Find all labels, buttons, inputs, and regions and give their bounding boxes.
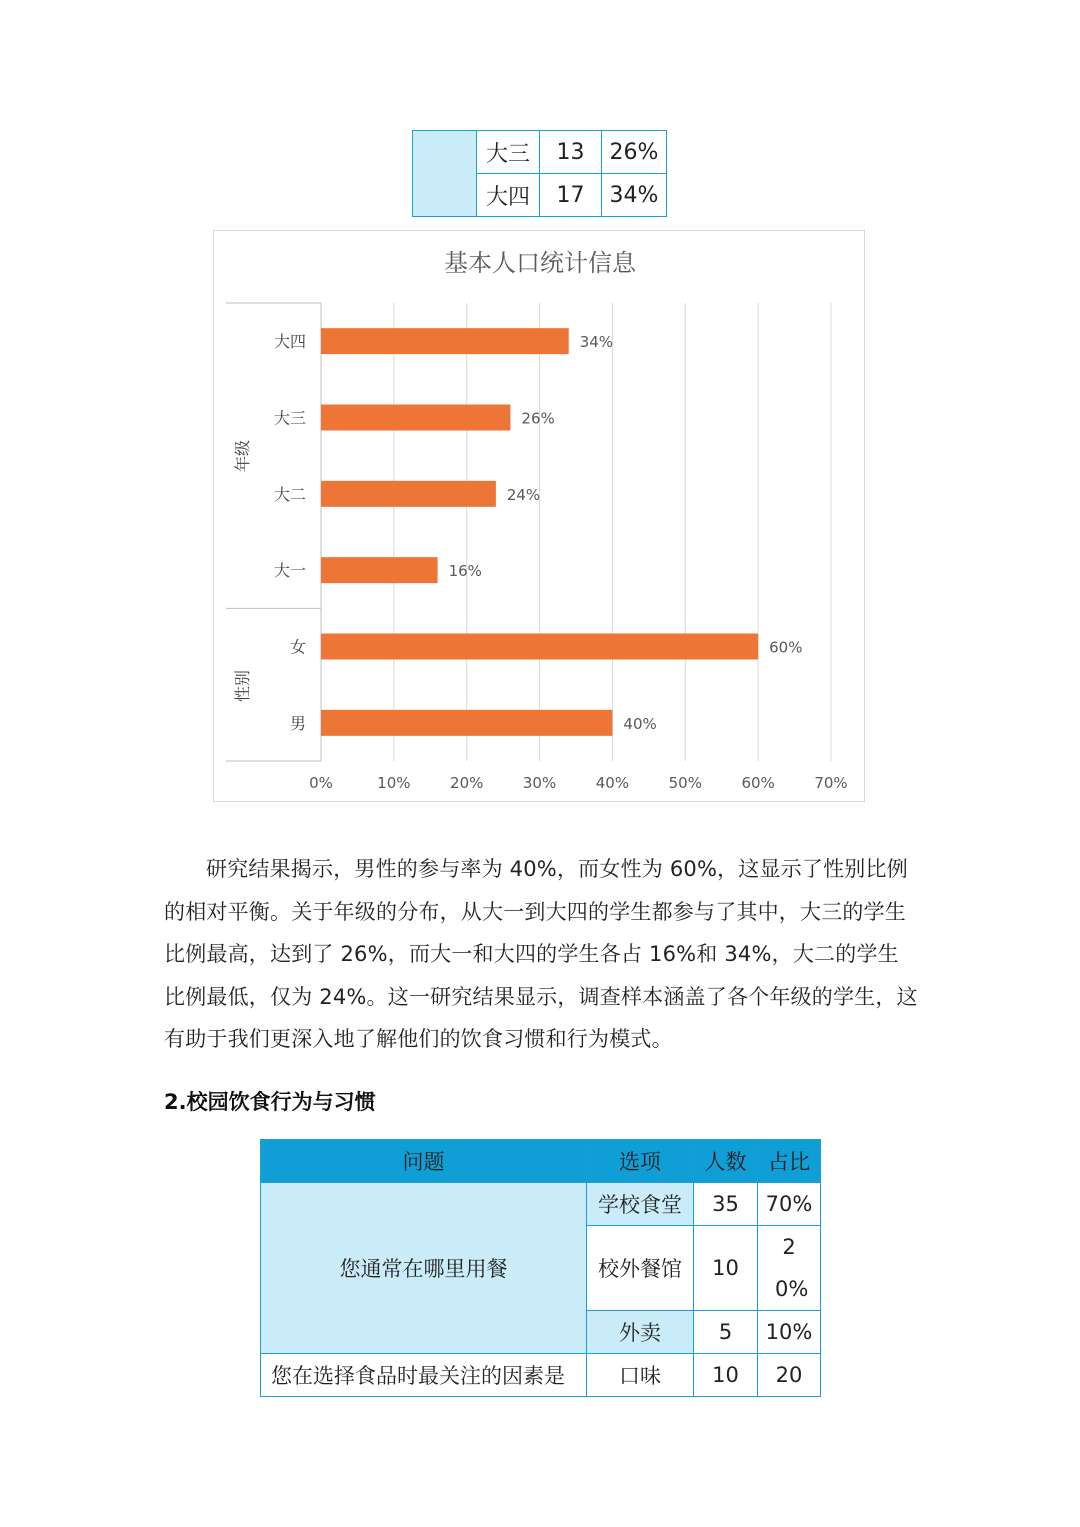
data-label: 16% [448,562,482,581]
count-cell: 5 [694,1311,758,1354]
grade-cell: 大三 [477,131,540,174]
pct-cell: 34% [602,174,667,217]
bar [321,405,510,431]
bar [321,634,758,660]
category-label: 女 [289,637,306,657]
category-label: 大四 [273,332,306,352]
x-tick-label: 30% [522,774,557,792]
bar [321,710,612,736]
x-tick-label: 0% [309,774,333,792]
x-tick-label: 10% [377,774,411,792]
category-label: 大三 [273,408,306,428]
x-tick-label: 60% [741,774,775,792]
x-tick-label: 50% [668,774,702,792]
merged-category-cell [413,131,477,217]
table-row [413,131,667,174]
group-label-gender: 性别 [233,669,252,703]
data-label: 34% [579,333,614,352]
count-cell: 10 [694,1226,758,1311]
bar [321,328,569,354]
pct-cell: 20 [758,1354,821,1397]
header-question: 问题 [261,1140,587,1183]
grade-cell: 大四 [477,174,540,217]
category-label: 大一 [273,561,306,581]
data-label: 24% [506,485,541,504]
count-cell: 10 [694,1354,758,1397]
x-tick-label: 40% [595,774,630,792]
pct-cell: 26% [602,131,667,174]
data-label: 40% [623,714,657,733]
header-pct: 占比 [758,1140,821,1183]
question-cell: 您在选择食品时最关注的因素是 [261,1354,587,1397]
data-label: 26% [521,409,555,428]
option-cell: 校外餐馆 [587,1226,694,1311]
x-tick-label: 20% [450,774,484,792]
chart-canvas [214,231,866,803]
category-label: 男 [289,713,306,733]
pct-cell: 10% [758,1311,821,1354]
bar [321,557,438,583]
pct-wrapped-text: 20% [775,1235,809,1301]
table-row [261,1354,821,1397]
count-cell: 17 [540,174,602,217]
option-cell: 学校食堂 [587,1183,694,1226]
pct-cell [758,1226,821,1311]
data-label: 60% [769,638,803,657]
grade-table-continuation [412,130,667,217]
category-label: 大二 [273,484,306,504]
header-option: 选项 [587,1140,694,1183]
results-paragraph: 研究结果揭示，男性的参与率为 40%，而女性为 60%，这显示了性别比例的相对平衡。关于年级的分布，从大一到大四的学生都参与了其中，大三的学生比例最高，达到了 26%，而大一和大四的学生各占 16%和 34%，大二的学生比例最低，仅为 24%。这一研究结果显示，调查样本涵盖了各个年级的学生，这有助于我们更深入地了解他们的饮食习惯和行为模式。 [164,857,918,1051]
table-row [261,1183,821,1226]
section-heading: 2.校园饮食行为与习惯 [164,1090,376,1114]
option-cell: 口味 [587,1354,694,1397]
pct-cell: 70% [758,1183,821,1226]
group-label-grade: 年级 [233,439,252,473]
x-tick-label: 70% [814,774,848,792]
option-cell: 外卖 [587,1311,694,1354]
chart-title: 基本人口统计信息 [444,249,636,277]
count-cell: 35 [694,1183,758,1226]
question-cell: 您通常在哪里用餐 [261,1183,587,1354]
survey-table [260,1139,821,1397]
table-header-row [261,1140,821,1183]
demographics-chart [213,230,865,802]
bar [321,481,496,507]
count-cell: 13 [540,131,602,174]
header-count: 人数 [694,1140,758,1183]
